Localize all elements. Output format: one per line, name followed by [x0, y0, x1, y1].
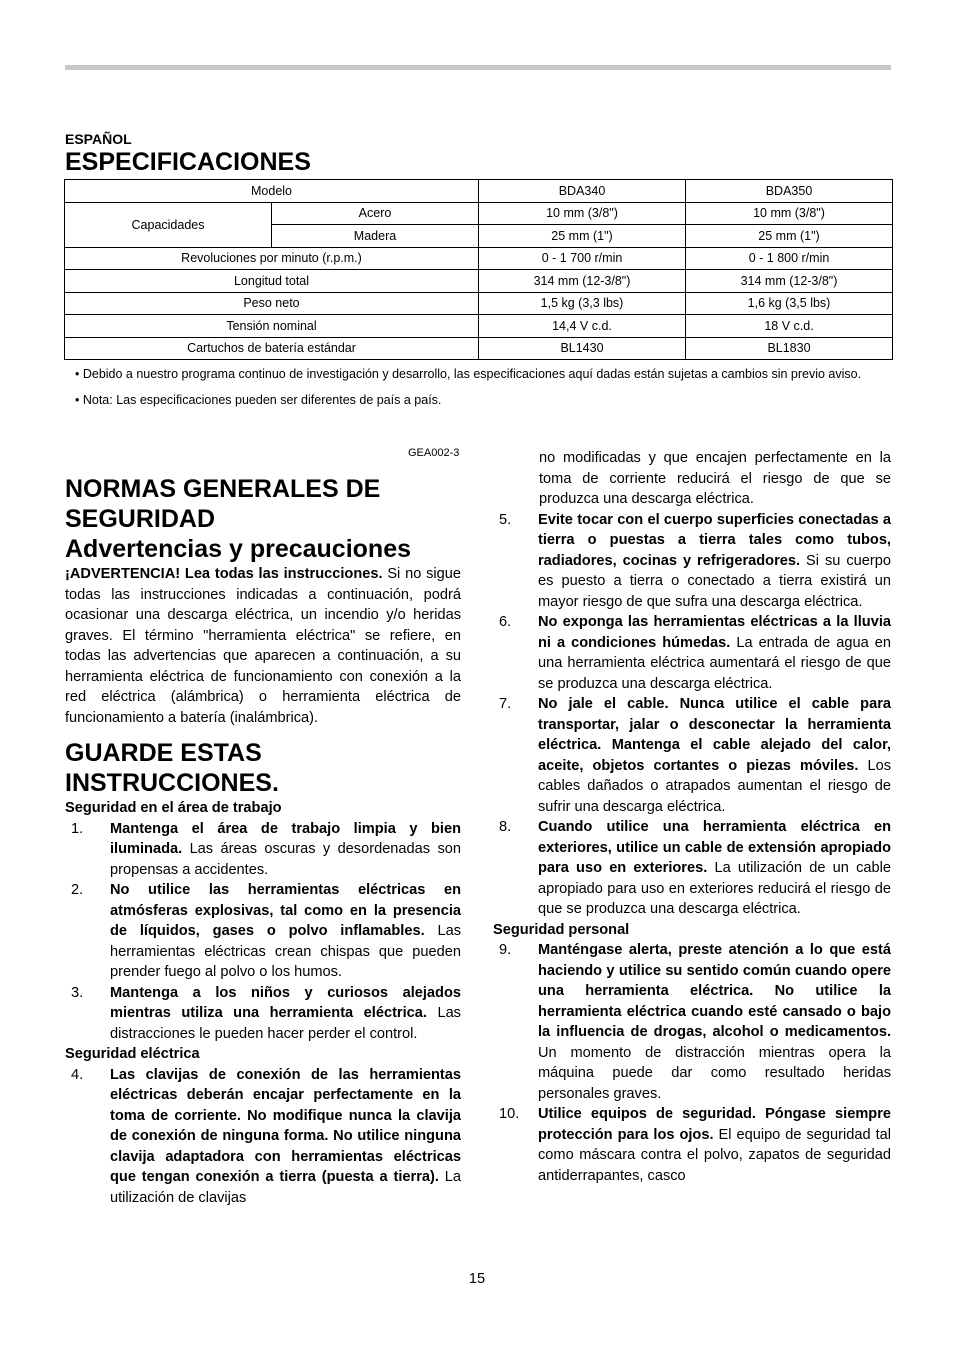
list-item [493, 694, 891, 817]
table-cell: BL1830 [686, 337, 893, 360]
spec-table [64, 179, 893, 360]
subheading-electrical: Seguridad eléctrica [65, 1046, 200, 1062]
list-item [493, 940, 891, 1104]
item-bold: Las clavijas de conexión de las herramientas eléctricas deberán encajar perfectamente en la toma de corriente. No modifique nunca la clavija de conexión de ninguna forma. No utilice ninguna clavija adaptadora con herramientas eléctricas que tengan conexión a tierra (puesta a tierra). [110, 1066, 461, 1185]
table-cell: BDA340 [479, 180, 686, 203]
table-cell: Tensión nominal [65, 315, 479, 338]
table-cell: 10 mm (3/8") [479, 202, 686, 225]
specs-title: ESPECIFICACIONES [65, 148, 311, 176]
warning-bold: ¡ADVERTENCIA! Lea todas las instrucciones. [65, 566, 383, 582]
item-text [538, 940, 891, 1104]
item-bold: Utilice equipos de seguridad. Póngase siempre protección para los ojos. [538, 1106, 891, 1143]
spec-notes [75, 365, 875, 417]
item-text [110, 983, 461, 1045]
item-bold: No exponga las herramientas eléctricas a la lluvia ni a condiciones húmedas. [538, 614, 891, 651]
section-code: GEA002-3 [408, 447, 460, 459]
item-bold: Mantenga a los niños y curiosos alejados mientras utiliza una herramienta eléctrica. [110, 984, 461, 1021]
table-row [65, 270, 893, 293]
table-cell: 18 V c.d. [686, 315, 893, 338]
table-cell: Capacidades [65, 202, 272, 247]
item-body: Un momento de distracción mientras opera la máquina puede dar como resultado heridas personales graves. [538, 1044, 891, 1102]
table-cell: 0 - 1 800 r/min [686, 247, 893, 270]
item-body: Las herramientas eléctricas crean chispas que pueden prender fuego al polvo o los humos. [110, 923, 461, 980]
table-row [65, 292, 893, 315]
table-row [65, 315, 893, 338]
item-bold: No jale el cable. Nunca utilice el cable para transportar, jalar o desconectar la herramienta eléctrica. Mantenga el cable alejado del calor, aceite, objetos cortantes o piezas móviles. [538, 696, 891, 774]
header-rule [65, 65, 891, 70]
page-number: 15 [468, 1271, 486, 1287]
item-number: 2. [71, 882, 84, 898]
item-continuation: no modificadas y que encajen perfectamente en la toma de corriente reducirá el riesgo de que se produzca una descarga eléctrica. [539, 450, 891, 507]
subheading-work-area: Seguridad en el área de trabajo [65, 800, 282, 816]
table-cell: 25 mm (1") [686, 225, 893, 248]
item-text [538, 1104, 891, 1186]
item-number: 9. [499, 942, 512, 958]
item-number: 1. [71, 820, 84, 837]
list-item [65, 983, 461, 1045]
item-number: 5. [499, 511, 512, 528]
item-body: La utilización de un cable apropiado para uso en exteriores reducirá el riesgo de que se produzca una descarga eléctrica. [538, 860, 891, 917]
list-item [493, 817, 891, 920]
item-text [538, 694, 891, 817]
item-text [110, 880, 461, 983]
warning-text: Si no sigue todas las instrucciones indicadas a continuación, podrá ocasionar una descarga eléctrica, un incendio y/o heridas graves. El término "herramienta eléctrica" se refiere, en todas las advertencias que aparecen a continuación, a su herramienta eléctrica de funcionamiento con conexión a la red eléctrica (alámbrica) o herramienta eléctrica de funcionamiento a batería (inalámbrica). [65, 566, 461, 726]
table-cell: 1,5 kg (3,3 lbs) [479, 292, 686, 315]
item-body: Las distracciones le pueden hacer perder el control. [110, 1005, 461, 1042]
table-cell: Modelo [65, 180, 479, 203]
table-cell: 314 mm (12-3/8") [686, 270, 893, 293]
list-item [493, 510, 891, 613]
table-cell: 14,4 V c.d. [479, 315, 686, 338]
table-cell: 1,6 kg (3,5 lbs) [686, 292, 893, 315]
table-cell: 25 mm (1") [479, 225, 686, 248]
right-column [493, 448, 891, 1186]
item-bold: Cuando utilice una herramienta eléctrica en exteriores, utilice un cable de extensión apropiado para uso en exteriores. [538, 819, 891, 876]
item-number: 7. [499, 696, 512, 712]
item-body: Los cables dañados o atrapados aumentan el riesgo de sufrir una descarga eléctrica. [538, 757, 891, 815]
table-cell: 0 - 1 700 r/min [479, 247, 686, 270]
safety-title: NORMAS GENERALES DE SEGURIDAD [65, 475, 381, 533]
save-instructions-title: GUARDE ESTAS INSTRUCCIONES. [65, 739, 279, 797]
item-number: 6. [499, 614, 512, 630]
item-text [538, 510, 891, 613]
item-number: 4. [71, 1066, 84, 1083]
item-bold: Mantenga el área de trabajo limpia y bien iluminada. [110, 820, 461, 857]
list-item [65, 819, 461, 881]
language-label: ESPAÑOL [65, 131, 132, 147]
list-item [65, 880, 461, 983]
table-row [65, 180, 893, 203]
table-cell: Cartuchos de batería estándar [65, 337, 479, 360]
item-body: Las áreas oscuras y desordenadas son propensas a accidentes. [110, 841, 461, 878]
item-text [110, 1065, 461, 1209]
warnings-title: Advertencias y precauciones [65, 535, 411, 563]
table-cell: Longitud total [65, 270, 479, 293]
subheading-personal: Seguridad personal [493, 921, 630, 938]
note-item: • Debido a nuestro programa continuo de investigación y desarrollo, las especificaciones aquí dadas están sujetas a cambios sin previo aviso. [75, 367, 862, 381]
table-row [65, 337, 893, 360]
table-cell: 314 mm (12-3/8") [479, 270, 686, 293]
item-text [538, 817, 891, 920]
table-cell: BL1430 [479, 337, 686, 360]
item-body: El equipo de seguridad tal como máscara contra el polvo, zapatos de seguridad antiderrapantes, casco [538, 1126, 891, 1184]
item-bold: No utilice las herramientas eléctricas en atmósferas explosivas, tal como en la presencia de líquidos, gases o polvo inflamables. [110, 882, 461, 939]
item-number: 3. [71, 984, 84, 1001]
item-number: 10. [499, 1106, 520, 1122]
item-body: Si su cuerpo es puesto a tierra o conectado a tierra existirá un mayor riesgo de que sufra una descarga eléctrica. [538, 552, 891, 610]
table-cell: Peso neto [65, 292, 479, 315]
item-body: La entrada de agua en una herramienta eléctrica aumentará el riesgo de que se produzca una descarga eléctrica. [538, 634, 891, 692]
item-bold: Manténgase alerta, preste atención a lo que está haciendo y utilice su sentido común cuando opere una herramienta eléctrica. No utilice la herramienta eléctrica cuando esté cansado o bajo la influencia de drogas, alcohol o medicamentos. [538, 942, 891, 1040]
table-cell: Madera [272, 225, 479, 248]
note-item: • Nota: Las especificaciones pueden ser diferentes de país a país. [75, 393, 442, 407]
table-row [65, 202, 893, 225]
list-item [493, 612, 891, 694]
table-cell: Revoluciones por minuto (r.p.m.) [65, 247, 479, 270]
left-column [65, 474, 461, 1208]
table-cell: BDA350 [686, 180, 893, 203]
table-cell: Acero [272, 202, 479, 225]
table-row [65, 247, 893, 270]
list-item [65, 1065, 461, 1209]
table-cell: 10 mm (3/8") [686, 202, 893, 225]
item-body: La utilización de clavijas [110, 1169, 461, 1206]
item-text [110, 819, 461, 881]
warning-paragraph [65, 564, 461, 728]
item-number: 8. [499, 819, 512, 835]
item-text [538, 612, 891, 694]
list-item [493, 1104, 891, 1186]
item-bold: Evite tocar con el cuerpo superficies conectadas a tierra o puestas a tierra tales como tubos, radiadores, cocinas y refrigeradores. [538, 511, 891, 569]
